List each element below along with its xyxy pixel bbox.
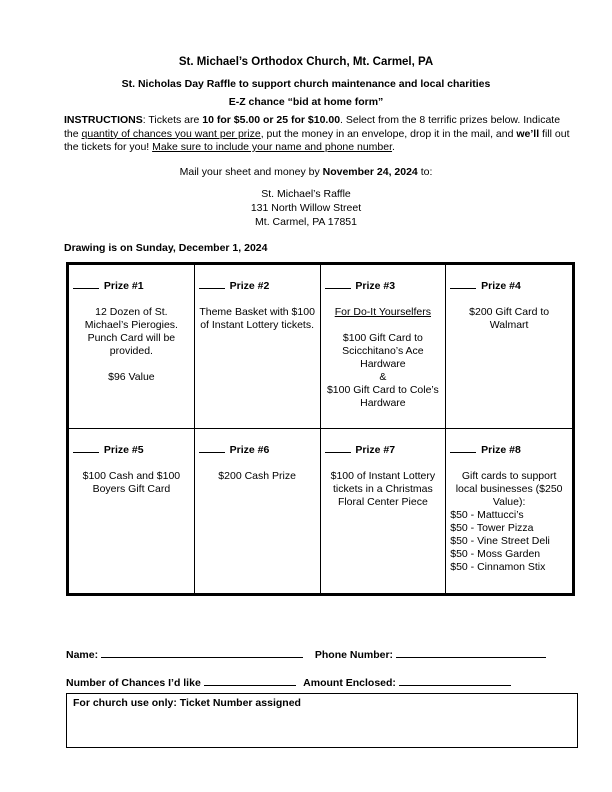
prize-description: $100 Cash and $100 Boyers Gift Card [82,470,181,495]
mail-prefix: Mail your sheet and money by [179,166,323,178]
amount-label: Amount Enclosed: [303,677,396,689]
name-label: Name: [66,649,99,661]
chances-label: Number of Chances I’d like [66,677,201,689]
prize-cell-7 [321,429,447,593]
prize-label: Prize #8 [481,444,521,456]
prize-description: $100 of Instant Lottery tickets in a Christmas Floral Center Piece [330,470,436,508]
instructions-text-2: . Select from the 8 terrific prizes below. Indicate the [64,114,561,140]
drawing-date: Drawing is on Sunday, December 1, 2024 [64,242,268,254]
quantity-blank[interactable] [73,279,99,289]
prize-cell-2 [195,265,321,429]
prize-description: 12 Dozen of St. Michael’s Pierogies. Punch Card will be provided. [84,306,178,357]
prize-label: Prize #2 [229,280,270,292]
phone-field[interactable] [396,647,546,658]
prize-description: $200 Cash Prize [218,470,296,482]
raffle-subtitle: St. Nicholas Day Raffle to support church maintenance and local charities [121,78,491,90]
instructions-text-1: : Tickets are [142,114,203,126]
prize-label: Prize #4 [481,280,521,292]
ticket-price: 10 for $5.00 or 25 for $10.00 [202,114,341,126]
reminder-text: Make sure to include your name and phone number [152,141,393,153]
prize-cell-5 [69,429,195,593]
name-phone-row [66,647,546,661]
name-field[interactable] [101,647,303,658]
instructions-paragraph [64,114,574,155]
prize-value: $96 Value [108,371,155,383]
prize-label: Prize #6 [229,444,270,456]
prize-cell-3 [321,265,447,429]
phone-label: Phone Number: [314,649,394,661]
mail-instructions [0,166,612,178]
address-line-2: 131 North Willow Street [250,202,362,214]
amount-field[interactable] [399,675,511,686]
address-line-3: Mt. Carmel, PA 17851 [255,216,357,228]
prize-cell-8 [446,429,572,593]
quantity-phrase: quantity of chances you want per prize [81,127,261,140]
prize-label: Prize #7 [355,444,396,456]
prize-label: Prize #3 [355,280,396,292]
quantity-blank[interactable] [450,279,476,289]
well-text: we’ll [516,127,540,140]
instructions-text-4: fill out the tickets for you! [64,127,570,153]
prize-label: Prize #1 [103,280,144,292]
prize-cell-1 [69,265,195,429]
prize-description: Gift cards to support local businesses ($250 Value): [455,470,563,508]
gift-card-list: $50 - Mattucci’s $50 - Tower Pizza $50 - Vine Street Deli $50 - Moss Garden $50 - Cinnamon Stix [450,509,550,573]
quantity-blank[interactable] [450,443,476,453]
quantity-blank[interactable] [325,443,351,453]
quantity-blank[interactable] [199,279,225,289]
instructions-text-3: , put the money in an envelope, drop it in the mail, and [260,127,517,140]
prize-cell-6 [195,429,321,593]
prize-grid [66,262,575,596]
mailing-address [0,187,612,229]
prize-label: Prize #5 [103,444,144,456]
chances-amount-row [66,675,511,689]
prize-description: $200 Gift Card to Walmart [469,306,550,331]
church-use-label: For church use only: Ticket Number assigned [73,697,301,709]
prize-cell-4 [446,265,572,429]
form-subtitle: E-Z chance “bid at home form” [228,96,384,108]
quantity-blank[interactable] [199,443,225,453]
prize-heading: For Do-It Yourselfers [334,306,432,318]
quantity-blank[interactable] [325,279,351,289]
prize-description: $100 Gift Card to Scicchitano’s Ace Hardware & $100 Gift Card to Cole’s Hardware [326,332,439,409]
page-title: St. Michael’s Orthodox Church, Mt. Carmel, PA [178,56,434,68]
chances-field[interactable] [204,675,296,686]
address-line-1: St. Michael’s Raffle [261,188,351,200]
quantity-blank[interactable] [73,443,99,453]
church-use-box [66,693,578,748]
prize-description: Theme Basket with $100 of Instant Lottery tickets. [199,306,315,331]
mail-deadline: November 24, 2024 [322,166,418,178]
instructions-text-5: . [392,141,395,153]
instructions-label: INSTRUCTIONS [64,114,143,126]
mail-suffix: to: [417,166,433,178]
